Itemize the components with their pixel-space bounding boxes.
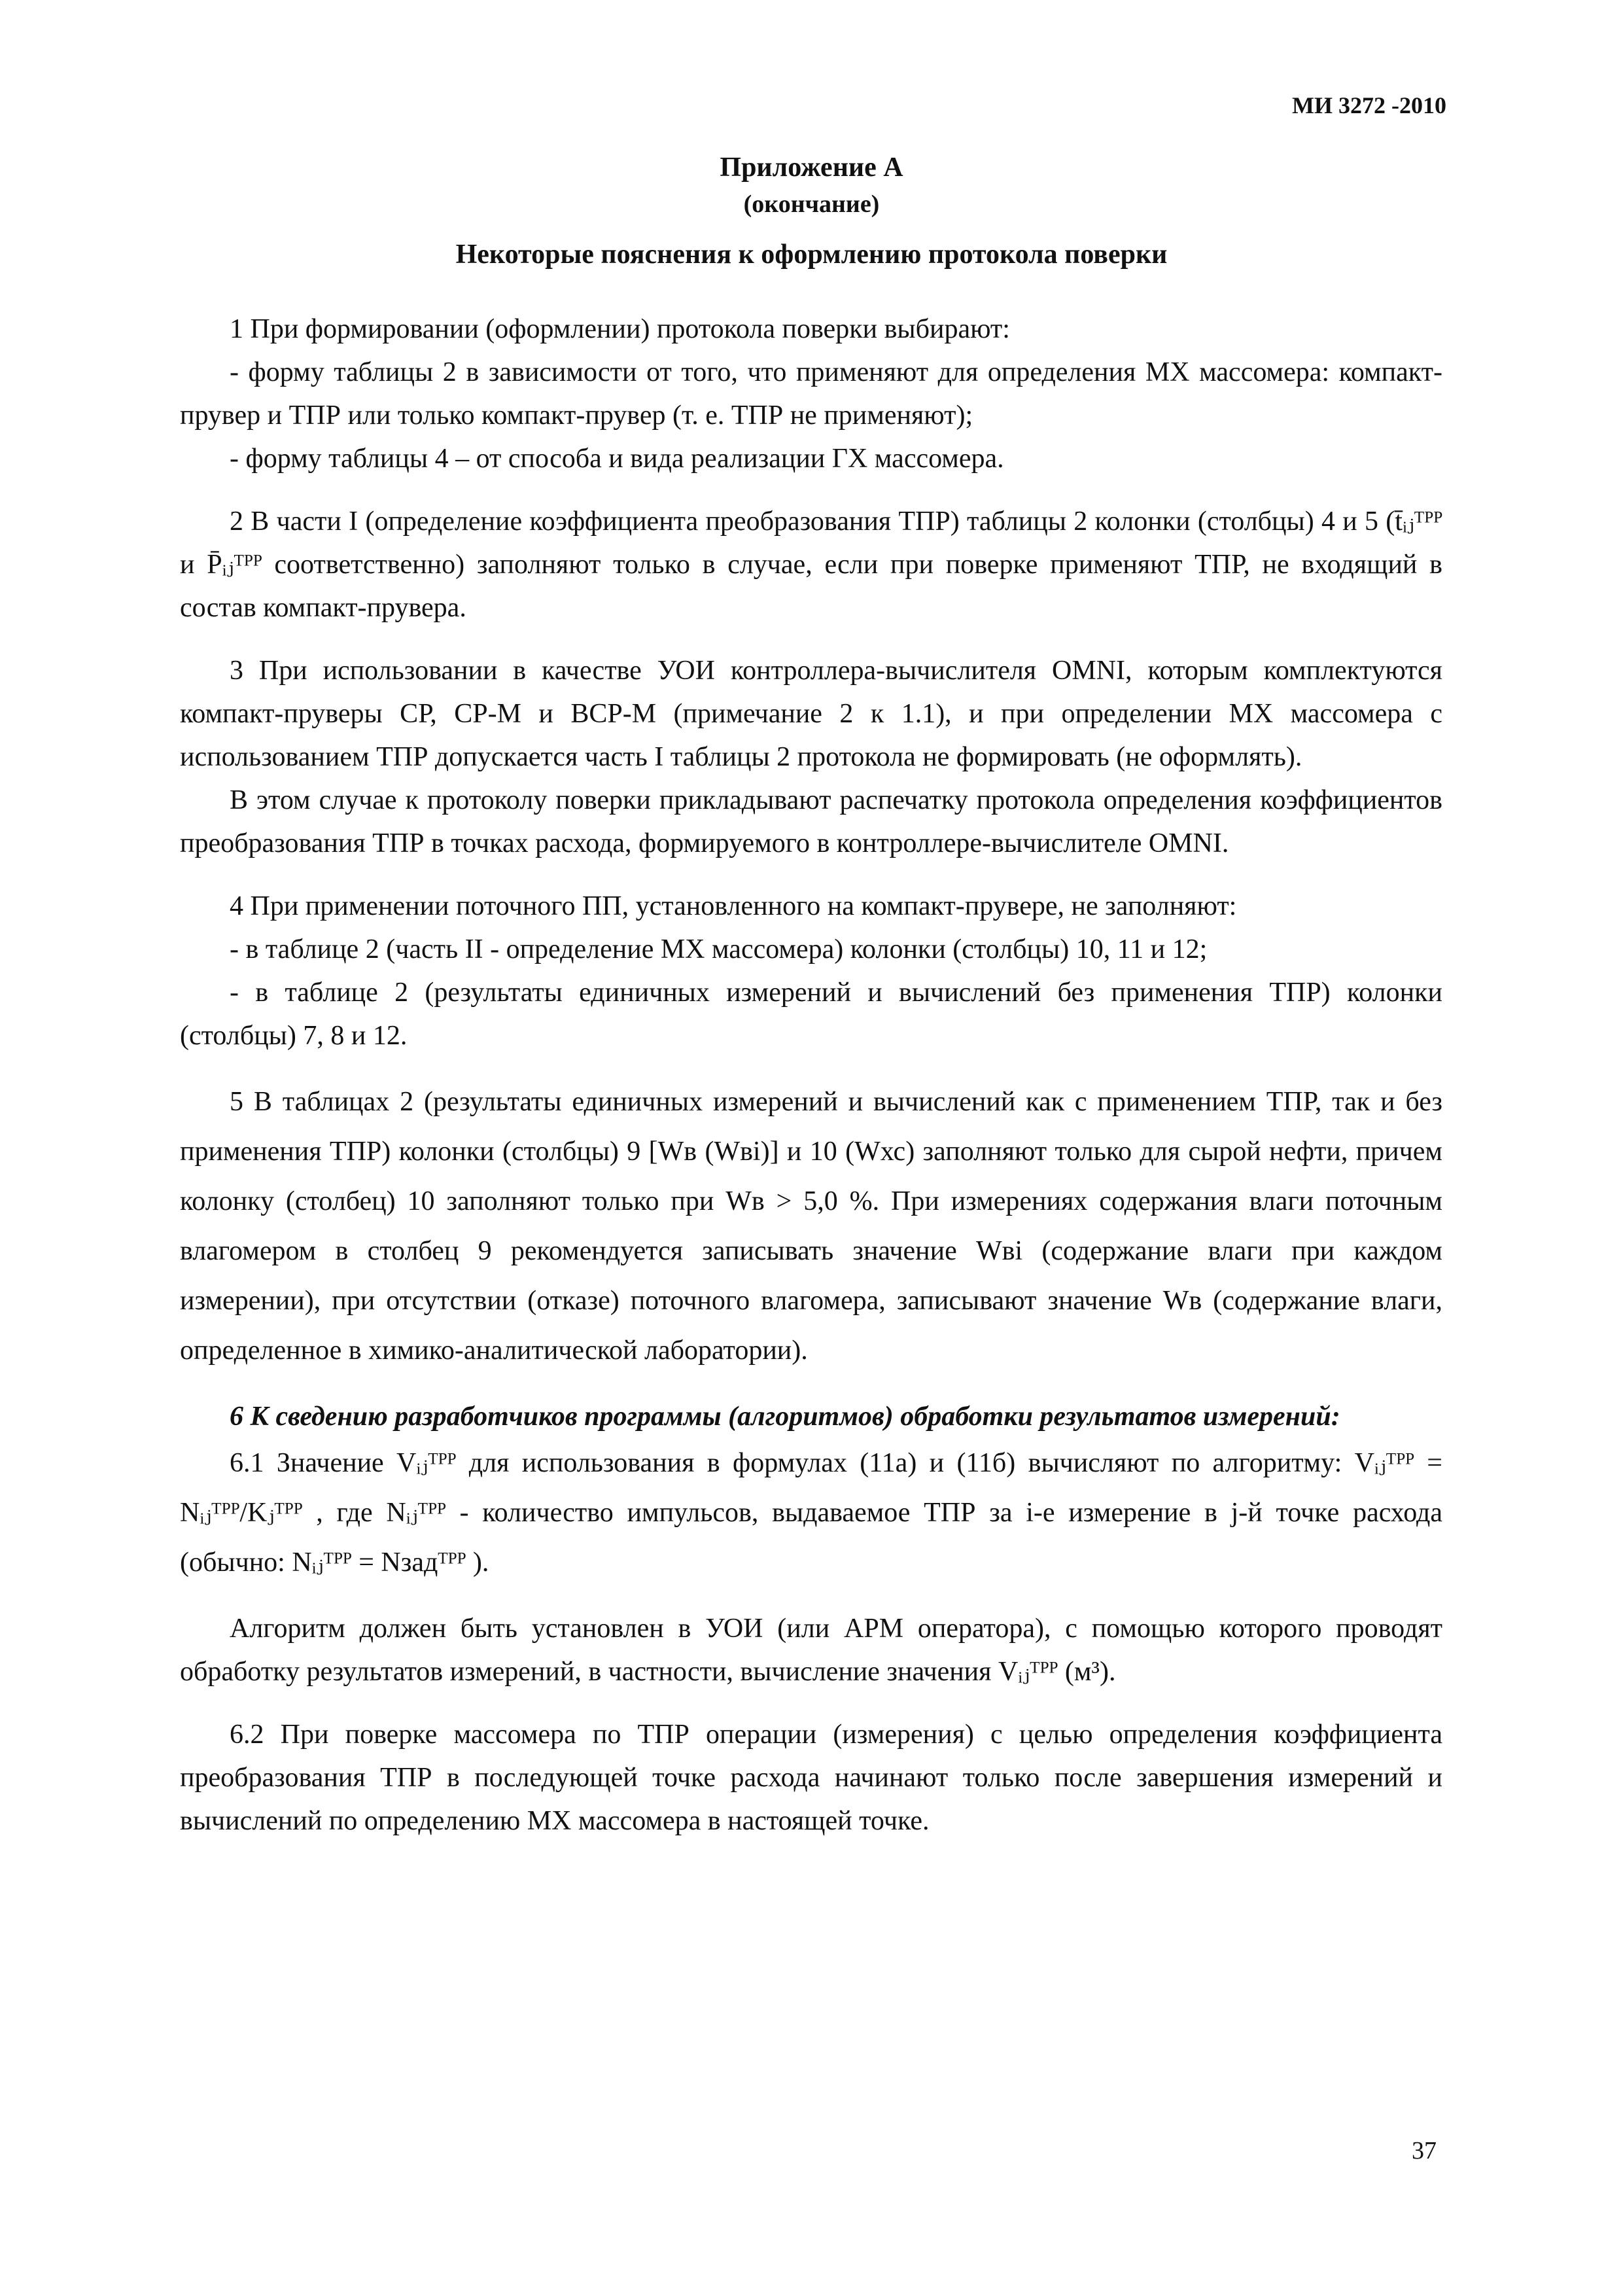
paragraph-1a: - форму таблицы 2 в зависимости от того, что применяют для определения МХ массомера: компакт-прувер и ТПР или только компакт-прувер (т. е. ТПР не применяют); bbox=[180, 357, 1442, 431]
document-body bbox=[180, 308, 1442, 1843]
appendix-ending-note: (окончание) bbox=[743, 190, 880, 218]
paragraph-1b: - форму таблицы 4 – от способа и вида реализации ГХ массомера. bbox=[230, 444, 1004, 474]
paragraph-3: 3 При использовании в качестве УОИ контроллера-вычислителя OMNI, которым комплектуются компакт-пруверы СР, СР-М и ВСР-М (примечание 2 к 1.1), и при определении МХ массомера с использованием ТПР допускается часть I таблицы 2 протокола не формировать (не оформлять). bbox=[180, 656, 1442, 772]
section-title: Некоторые пояснения к оформлению протокола поверки bbox=[455, 239, 1168, 270]
paragraph-6-heading bbox=[180, 1395, 1442, 1438]
paragraph-4b: - в таблице 2 (результаты единичных измерений и вычислений без применения ТПР) колонки (столбцы) 7, 8 и 12. bbox=[180, 978, 1442, 1051]
document-code: МИ 3272 -2010 bbox=[1292, 92, 1446, 118]
paragraph-4: 4 При применении поточного ПП, установленного на компакт-прувере, не заполняют: bbox=[230, 891, 1237, 921]
paragraph-5: 5 В таблицах 2 (результаты единичных измерений и вычислений как с применением ТПР, так и без применения ТПР) колонки (столбцы) 9 [Wв (Wвi)] и 10 (Wхс) заполняют только для сырой нефти, причем колонку (столбец) 10 заполняют только при Wв > 5,0 %. При измерениях содержания влаги поточным влагомером в столбец 9 рекомендуется записывать значение Wвi (содержание влаги при каждом измерении), при отсутствии (отказе) поточного влагомера, записывают значение Wв (содержание влаги, определенное в химико-аналитической лаборатории). bbox=[180, 1087, 1442, 1366]
paragraph-6-text: 6 К сведению разработчиков программы (алгоритмов) обработки результатов измерений: bbox=[230, 1402, 1340, 1432]
page-number: 37 bbox=[1412, 2137, 1437, 2164]
paragraph-3b: В этом случае к протоколу поверки прикладывают распечатку протокола определения коэффициентов преобразования ТПР в точках расхода, формируемого в контроллере-вычислителе OMNI. bbox=[180, 785, 1442, 858]
paragraph-6-1b: Алгоритм должен быть установлен в УОИ (или АРМ оператора), с помощью которого проводят обработку результатов измерений, в частности, вычисление значения Vᵢⱼᵀᴾᴾ (м³). bbox=[180, 1614, 1442, 1687]
paragraph-6-2: 6.2 При поверке массомера по ТПР операции (измерения) с целью определения коэффициента преобразования ТПР в последующей точке расхода начинают только после завершения измерений и вычислений по определению МХ массомера в настоящей точке. bbox=[180, 1720, 1442, 1836]
paragraph-4a: - в таблице 2 (часть II - определение МХ массомера) колонки (столбцы) 10, 11 и 12; bbox=[230, 934, 1208, 964]
paragraph-2: 2 В части I (определение коэффициента преобразования ТПР) таблицы 2 колонки (столбцы) 4 и 5 (t̄ᵢⱼᵀᴾᴾ и P̄ᵢⱼᵀᴾᴾ соответственно) заполняют только в случае, если при поверке применяют ТПР, не входящий в состав компакт-прувера. bbox=[180, 506, 1442, 623]
paragraph-1: 1 При формировании (оформлении) протокола поверки выбирают: bbox=[230, 314, 1010, 344]
paragraph-6-1: 6.1 Значение Vᵢⱼᵀᴾᴾ для использования в формулах (11а) и (11б) вычисляют по алгоритму: Vᵢⱼᵀᴾᴾ = Nᵢⱼᵀᴾᴾ/Kⱼᵀᴾᴾ , где Nᵢⱼᵀᴾᴾ - количество импульсов, выдаваемое ТПР за i-е измерение в j-й точке расхода (обычно: Nᵢⱼᵀᴾᴾ = Nзадᵀᴾᴾ ). bbox=[180, 1448, 1442, 1578]
appendix-title: Приложение А bbox=[720, 152, 903, 183]
